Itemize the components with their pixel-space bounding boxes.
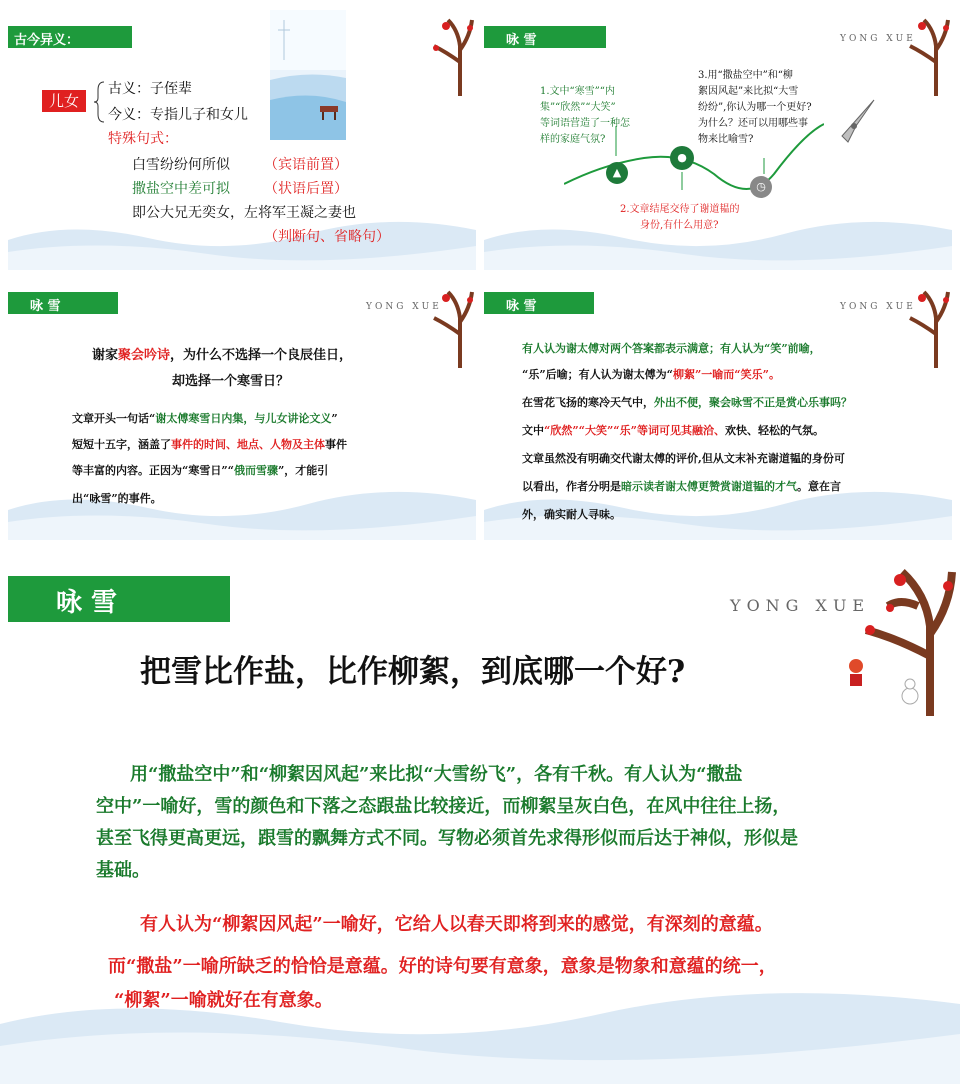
chart-icon: ▲	[606, 162, 628, 184]
question-part-b: 聚会吟诗	[118, 348, 171, 363]
modern-meaning: 今义：专指儿子和女儿	[108, 107, 248, 123]
clock-icon: ◷	[750, 176, 772, 198]
p2-a: 短短十五字，涵盖了	[72, 438, 171, 451]
l4-b: “欣然”“大笑”“乐”等词可见其融洽、	[544, 424, 725, 437]
p1-a: 文章开头一句话“	[72, 412, 156, 425]
term-label: 儿女	[42, 90, 86, 112]
snow-ground	[8, 480, 476, 540]
l4-c: 欢快、轻松的气氛。	[724, 424, 824, 437]
l2-a: “乐”后喻；有人认为谢太傅为“	[522, 368, 673, 381]
question-1-line-2: 集”“欣然”“大笑”	[540, 102, 616, 113]
brace	[94, 80, 106, 124]
tree-ornament-icon	[896, 278, 952, 368]
question-1-line-3: 等词语营造了一种怎	[540, 118, 630, 129]
sentence-2-note: （状语后置）	[264, 181, 348, 197]
tree-ornament-icon	[830, 546, 958, 716]
question-part-a: 谢家	[92, 348, 119, 363]
green-line-1: 用“撒盐空中”和“柳絮因风起”来比拟“大雪纷飞”，各有千秋。有人认为“撒盐	[130, 764, 743, 785]
sentence-1: 白雪纷纷何所似	[132, 157, 230, 173]
red-line-2: 而“撒盐”一喻所缺乏的恰恰是意蕴。好的诗句要有意象，意象是物象和意蕴的统一，	[108, 956, 777, 977]
p2-b: 事件的时间、地点、人物及主体	[171, 438, 325, 451]
question-part-c: ，为什么不选择一个良辰佳日，	[170, 348, 353, 363]
person-icon: ●	[670, 146, 694, 170]
sentence-3-note: （判断句、省略句）	[264, 229, 390, 245]
p1-c: ”	[331, 412, 338, 425]
slide-4	[484, 278, 952, 540]
question-3-line-3: 纷纷”,你认为哪一个更好?	[698, 102, 812, 113]
p3-a: 等丰富的内容。正因为“寒雪日”“	[72, 464, 234, 477]
paragraph-line-4: 出“咏雪”的事件。	[72, 492, 162, 505]
question-2-line-1: 2.文章结尾交待了谢道韫的	[620, 204, 740, 215]
l6-c: 。意在言	[797, 480, 841, 493]
p1-b: 谢太傅寒雪日内集，与儿女讲论文义	[155, 412, 332, 425]
sentence-1-note: （宾语前置）	[264, 157, 348, 173]
pen-nib-icon	[834, 96, 878, 146]
l2-b: 柳絮”一喻而“笑乐”。	[672, 368, 780, 381]
sentence-2: 撒盐空中差可拟	[132, 181, 230, 197]
paragraph-line-2	[72, 436, 347, 452]
line-7: 外，确实耐人寻味。	[522, 508, 621, 521]
slide-5	[0, 546, 960, 1084]
line-1: 有人认为谢太傅对两个答案都表示满意；有人认为“笑”前喻，	[522, 342, 821, 355]
l6-a: 以看出，作者分明是	[522, 480, 621, 493]
question-1-line-4: 样的家庭气氛?	[540, 134, 606, 145]
line-2	[522, 366, 780, 382]
section-tag: 咏 雪	[8, 292, 118, 314]
question-3-line-4: 为什么？还可以用哪些事	[698, 118, 808, 129]
question-1-line-1: 1.文中“寒雪”“内	[540, 86, 615, 97]
red-line-1: 有人认为“柳絮因风起”一喻好，它给人以春天即将到来的感觉，有深刻的意蕴。	[140, 914, 773, 935]
question-line-1	[92, 344, 352, 363]
tree-ornament-icon	[420, 6, 476, 96]
question-3-line-1: 3.用“撒盐空中”和“柳	[698, 70, 793, 81]
yong-xue-label: YONG XUE	[366, 302, 442, 312]
section-tag: 咏 雪	[484, 26, 606, 48]
line-4	[522, 422, 824, 438]
section-tag: 古今异义：	[8, 26, 132, 48]
green-line-4: 基础。	[96, 860, 150, 881]
yong-xue-label: YONG XUE	[840, 34, 916, 44]
line-6	[522, 478, 841, 494]
p2-c: 事件	[325, 438, 347, 451]
l6-b: 暗示读者谢太傅更赞赏谢道韫的才气	[621, 480, 797, 493]
yong-xue-label: YONG XUE	[730, 596, 871, 615]
question-3-line-2: 絮因风起”来比拟“大雪	[698, 86, 799, 97]
slide-3	[8, 278, 476, 540]
special-heading: 特殊句式：	[108, 131, 178, 147]
green-line-3: 甚至飞得更高更远，跟雪的飘舞方式不同。写物必须首先求得形似而后达于神似，形似是	[96, 828, 798, 849]
question-line-2: 却选择一个寒雪日？	[172, 374, 290, 389]
yong-xue-label: YONG XUE	[840, 302, 916, 312]
section-tag: 咏 雪	[8, 576, 230, 622]
winter-landscape-image	[270, 10, 346, 140]
ancient-meaning: 古义：子侄辈	[108, 81, 192, 97]
slide-title: 把雪比作盐，比作柳絮，到底哪一个好?	[140, 654, 686, 690]
tree-ornament-icon	[420, 278, 476, 368]
green-line-2: 空中”一喻好，雪的颜色和下落之态跟盐比较接近，而柳絮呈灰白色，在风中往往上扬，	[96, 796, 791, 817]
question-3-line-5: 物来比喻雪?	[698, 134, 754, 145]
section-tag: 咏 雪	[484, 292, 594, 314]
line-5: 文章虽然没有明确交代谢太傅的评价,但从文末补充谢道韫的身份可	[522, 452, 845, 465]
l3-a: 在雪花飞扬的寒冷天气中，	[522, 396, 654, 409]
red-line-3: “柳絮”一喻就好在有意象。	[114, 990, 333, 1011]
line-3	[522, 394, 852, 410]
sentence-3: 即公大兄无奕女，左将军王凝之妻也	[132, 205, 356, 221]
l4-a: 文中	[522, 424, 544, 437]
p3-b: 俄而雪骤	[233, 464, 278, 477]
paragraph-line-1	[72, 410, 338, 426]
tree-ornament-icon	[896, 6, 952, 96]
p3-c: ”，才能引	[277, 464, 329, 477]
paragraph-line-3	[72, 462, 328, 478]
slide-1	[8, 4, 476, 270]
slide-2	[484, 4, 952, 270]
l3-b: 外出不便，聚会咏雪不正是赏心乐事吗？	[654, 396, 852, 409]
question-2-line-2: 身份,有什么用意?	[640, 220, 719, 231]
